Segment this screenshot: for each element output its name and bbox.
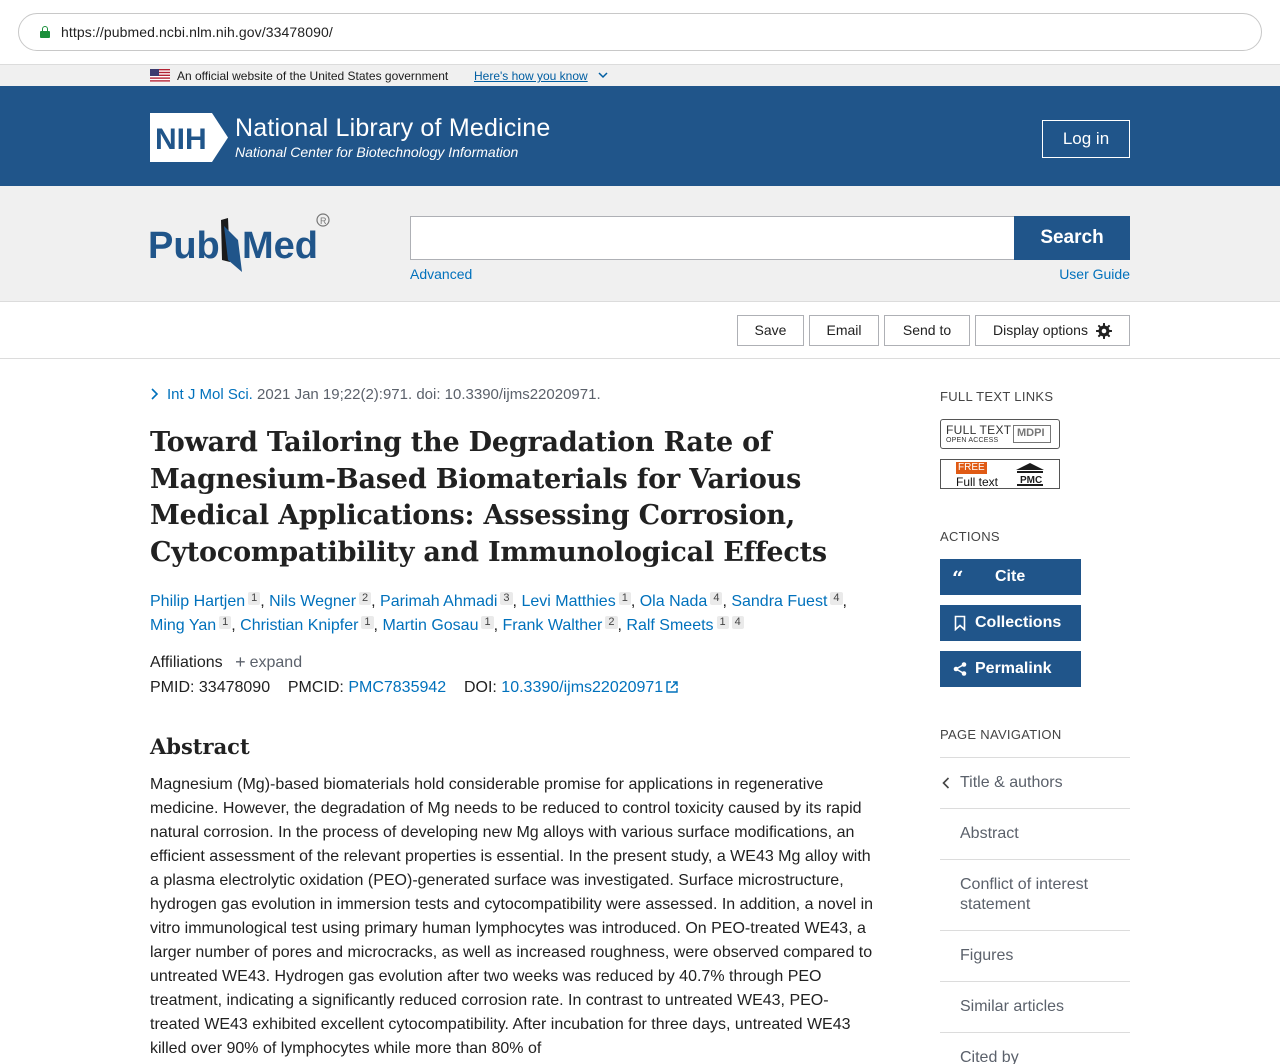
collections-label: Collections <box>975 614 1062 631</box>
affiliation-number[interactable]: 1 <box>248 592 260 605</box>
collections-button[interactable] <box>940 605 1081 641</box>
affiliation-number[interactable]: 1 <box>481 616 493 629</box>
lock-icon <box>40 26 50 38</box>
affiliation-number[interactable]: 4 <box>710 592 722 605</box>
chevron-left-icon <box>942 777 950 789</box>
page-nav-label: Cited by <box>960 1049 1019 1064</box>
author-link[interactable]: Martin Gosau <box>382 617 479 634</box>
save-button[interactable]: Save <box>737 315 804 346</box>
pmcid-label: PMCID: <box>287 679 344 696</box>
gov-banner-text: An official website of the United States government <box>177 69 449 83</box>
affiliations-row <box>150 652 302 673</box>
share-icon <box>952 661 968 677</box>
author-link[interactable]: Parimah Ahmadi <box>380 593 498 610</box>
page-nav-label: Figures <box>960 947 1014 964</box>
svg-text:“: “ <box>952 569 964 585</box>
pmc-logo-text: PMC <box>1020 475 1043 486</box>
author-link[interactable]: Christian Knipfer <box>240 617 359 634</box>
external-link-icon[interactable] <box>666 681 678 693</box>
page-nav-abstract[interactable] <box>940 808 1130 859</box>
affiliation-number[interactable]: 1 <box>361 616 373 629</box>
search-input[interactable] <box>410 216 1015 260</box>
article-identifiers <box>150 679 678 697</box>
doi-label: DOI: <box>463 679 497 696</box>
affiliation-number[interactable]: 3 <box>500 592 512 605</box>
display-options-button[interactable] <box>975 315 1130 346</box>
email-button[interactable]: Email <box>809 315 879 346</box>
affiliation-number[interactable]: 1 <box>219 616 231 629</box>
mdpi-logo-text: MDPI <box>1017 427 1045 439</box>
article-title: Toward Tailoring the Degradation Rate of Magnesium-Based Biomaterials for Various Medical Applications: Assessing Corrosion, Cytocompatibility and Immunological Effects <box>150 427 827 568</box>
page-nav-cited-by[interactable] <box>940 1032 1130 1064</box>
mdpi-line1: FULL TEXT <box>946 423 1012 437</box>
quote-icon <box>952 569 968 585</box>
nlm-title[interactable]: National Library of Medicine <box>235 114 551 142</box>
actions-heading: ACTIONS <box>940 529 1000 544</box>
page-nav-label: Similar articles <box>960 998 1065 1015</box>
abstract-text: Magnesium (Mg)-based biomaterials hold considerable promise for applications in regenerative medicine. However, the degradation of Mg needs to be reduced to control toxicity caused by its rapid natural corrosion. In the process of developing new Mg alloys with various surface modifications, an efficient assessment of the relevant properties is essential. In the present study, a WE43 Mg alloy with a plasma electrolytic oxidation (PEO)-generated surface was investigated. Surface microstructure, hydrogen gas evolution in immersion tests and cytocompatibility were assessed. In addition, a novel in vitro immunological test using primary human lymphocytes was introduced. On PEO-treated WE43, a larger number of pores and microcracks, as well as increased roughness, were observed compared to untreated WE43. Hydrogen gas evolution after two weeks was reduced by 40.7% through PEO treatment, indicating a significantly reduced corrosion rate. In contrast to untreated WE43, PEO-treated WE43 exhibited excellent cytocompatibility. After incubation for three days, untreated WE43 killed over 90% of lymphocytes while more than 80% of <box>150 776 874 1057</box>
url-text[interactable]: https://pubmed.ncbi.nlm.nih.gov/33478090/ <box>61 24 333 40</box>
doi-link[interactable]: 10.3390/ijms22020971 <box>501 679 664 696</box>
bookmark-icon <box>952 615 968 631</box>
pmcid-link[interactable]: PMC7835942 <box>348 679 447 696</box>
search-button[interactable]: Search <box>1014 216 1130 260</box>
svg-text:Med: Med <box>242 225 318 267</box>
nih-header <box>0 86 1280 186</box>
expand-label: expand <box>249 654 303 671</box>
login-button[interactable]: Log in <box>1042 120 1130 158</box>
address-bar[interactable] <box>18 13 1262 51</box>
journal-link[interactable]: Int J Mol Sci. <box>167 386 253 403</box>
chevron-down-icon[interactable] <box>598 71 608 79</box>
permalink-label: Permalink <box>975 660 1052 677</box>
cite-label: Cite <box>995 568 1026 585</box>
full-text-links-heading: FULL TEXT LINKS <box>940 389 1054 404</box>
us-flag-icon <box>150 69 170 82</box>
plus-icon: + <box>235 652 246 672</box>
citation-details: 2021 Jan 19;22(2):971. doi: 10.3390/ijms22020971. <box>257 386 601 403</box>
author-link[interactable]: Frank Walther <box>502 617 603 634</box>
author-link[interactable]: Sandra Fuest <box>731 593 828 610</box>
how-you-know-link[interactable]: Here's how you know <box>474 69 588 83</box>
page-nav-figures[interactable] <box>940 930 1130 981</box>
mdpi-full-text-link[interactable] <box>940 419 1060 449</box>
author-link[interactable]: Ola Nada <box>639 593 708 610</box>
gear-icon <box>1096 323 1112 339</box>
affiliations-expand-toggle[interactable] <box>235 654 302 671</box>
author-link[interactable]: Nils Wegner <box>269 593 357 610</box>
chevron-right-icon[interactable] <box>150 388 160 400</box>
mdpi-logo-icon <box>1013 425 1051 443</box>
free-badge: FREE <box>958 462 985 473</box>
nih-logo-icon[interactable] <box>150 113 228 162</box>
gov-banner <box>0 64 1280 86</box>
affiliation-number[interactable]: 4 <box>830 592 842 605</box>
browser-toolbar <box>0 0 1280 64</box>
author-link[interactable]: Levi Matthies <box>521 593 616 610</box>
pubmed-logo[interactable] <box>148 210 334 274</box>
display-options-label: Display options <box>993 322 1088 338</box>
author-link[interactable]: Philip Hartjen <box>150 593 246 610</box>
page-nav-label: Abstract <box>960 825 1019 842</box>
abstract-heading: Abstract <box>150 734 250 759</box>
author-link[interactable]: Ming Yan <box>150 617 217 634</box>
pmid-value: 33478090 <box>198 679 271 696</box>
permalink-button[interactable] <box>940 651 1081 687</box>
user-guide-link[interactable]: User Guide <box>1059 266 1130 282</box>
affiliations-label: Affiliations <box>150 654 223 671</box>
page-nav-label: Conflict of interest statement <box>960 876 1089 913</box>
pmid-label: PMID: <box>150 679 195 696</box>
pmc-logo-icon <box>1013 462 1047 487</box>
page-nav-similar-articles[interactable] <box>940 981 1130 1032</box>
cite-button[interactable] <box>940 559 1081 595</box>
page-nav-conflict-of-interest[interactable] <box>940 859 1130 930</box>
page-navigation <box>940 757 1130 1064</box>
affiliation-number[interactable]: 4 <box>732 616 744 629</box>
mdpi-line2: OPEN ACCESS <box>946 437 999 444</box>
page-navigation-heading: PAGE NAVIGATION <box>940 727 1062 742</box>
nih-logo-text: NIH <box>155 123 207 156</box>
nlm-subtitle: National Center for Biotechnology Information <box>235 144 519 160</box>
page-nav-label: Title & authors <box>960 774 1063 791</box>
citation-line <box>150 386 601 403</box>
page-nav-title-authors[interactable] <box>940 757 1130 808</box>
search-band <box>0 186 1280 302</box>
send-to-button[interactable]: Send to <box>884 315 970 346</box>
pmc-full-text-label: Full text <box>956 475 999 489</box>
author-link[interactable]: Ralf Smeets <box>626 617 714 634</box>
advanced-search-link[interactable]: Advanced <box>410 266 473 282</box>
pmc-full-text-link[interactable] <box>940 459 1060 489</box>
article-toolbar <box>0 302 1280 359</box>
svg-text:R: R <box>320 216 327 226</box>
affiliation-number[interactable]: 2 <box>359 592 371 605</box>
author-list: Philip Hartjen 1 , Nils Wegner 2 , Parimah Ahmadi 3 , Levi Matthies 1 , Ola Nada 4 , Sandra Fuest 4 , Ming Yan 1 , Christian Knipfer 1 , Martin Gosau 1 , Frank Walther 2 , Ralf Smeets 1 4 <box>150 592 847 634</box>
affiliation-number[interactable]: 1 <box>619 592 631 605</box>
affiliation-number[interactable]: 1 <box>717 616 729 629</box>
svg-text:Pub: Pub <box>148 225 220 267</box>
affiliation-number[interactable]: 2 <box>605 616 617 629</box>
